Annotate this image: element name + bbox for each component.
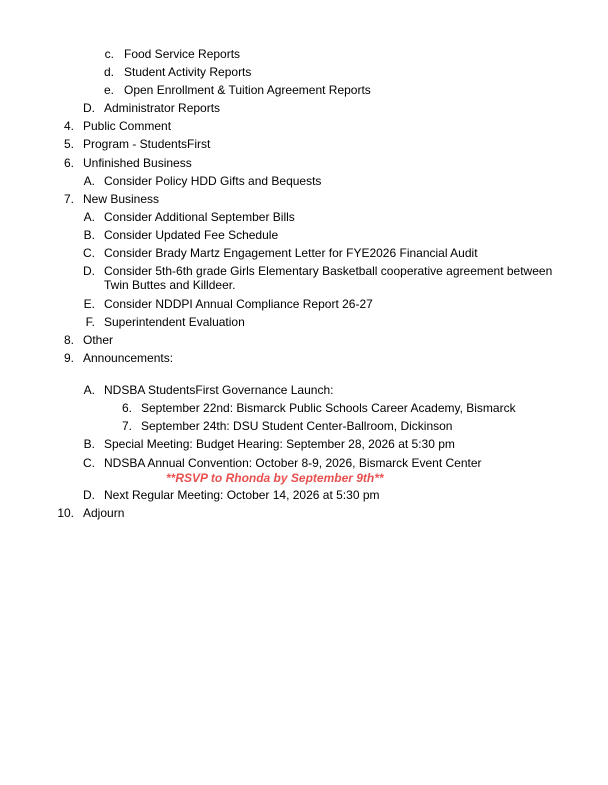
- item-marker: 6.: [121, 401, 132, 415]
- item-text: Student Activity Reports: [124, 65, 252, 79]
- item-marker: 9.: [63, 351, 74, 365]
- item-marker: E.: [83, 297, 95, 311]
- item-text: Consider Policy HDD Gifts and Bequests: [104, 174, 322, 188]
- item-marker: e.: [103, 83, 114, 97]
- item-marker: D.: [83, 101, 95, 115]
- item-text: Food Service Reports: [124, 47, 241, 61]
- item-marker: 7.: [63, 192, 74, 206]
- item-text: Consider Brady Martz Engagement Letter for FYE2026 Financial Audit: [104, 246, 478, 260]
- item-marker: A.: [83, 210, 95, 224]
- item-marker: 6.: [63, 156, 74, 170]
- item-text: Program - StudentsFirst: [83, 137, 211, 151]
- item-marker: D.: [83, 488, 95, 502]
- item-marker: 5.: [63, 137, 74, 151]
- item-marker: 8.: [63, 333, 74, 347]
- item-marker: A.: [83, 383, 95, 397]
- item-marker: C.: [83, 456, 95, 470]
- item-marker: B.: [83, 437, 95, 451]
- item-text: NDSBA StudentsFirst Governance Launch:: [104, 383, 334, 397]
- item-marker: A.: [83, 174, 95, 188]
- item-marker: C.: [83, 246, 95, 260]
- item-text: Unfinished Business: [83, 156, 192, 170]
- item-marker: 4.: [63, 119, 74, 133]
- item-text: Administrator Reports: [104, 101, 221, 115]
- item-marker: F.: [85, 315, 95, 329]
- rsvp-note: **RSVP to Rhonda by September 9th**: [166, 471, 384, 485]
- item-text: Adjourn: [83, 506, 125, 520]
- item-text: Announcements:: [83, 351, 174, 365]
- item-marker: B.: [83, 228, 95, 242]
- item-text: Next Regular Meeting: October 14, 2026 at 5:30 pm: [104, 488, 380, 502]
- item-marker: c.: [104, 47, 114, 61]
- item-marker: d.: [103, 65, 114, 79]
- item-marker: 10.: [57, 506, 74, 520]
- item-text: September 22nd: Bismarck Public Schools Career Academy, Bismarck: [141, 401, 516, 415]
- item-text: Consider NDDPI Annual Compliance Report 26-27: [104, 297, 373, 311]
- item-text: Consider 5th-6th grade Girls Elementary Basketball cooperative agreement between Twin Buttes and Killdeer.: [104, 264, 553, 292]
- item-marker: 7.: [121, 419, 132, 433]
- item-text: Superintendent Evaluation: [104, 315, 245, 329]
- item-text: Open Enrollment & Tuition Agreement Reports: [124, 83, 371, 97]
- item-text: Consider Updated Fee Schedule: [104, 228, 279, 242]
- item-text: Other: [83, 333, 114, 347]
- item-text: New Business: [83, 192, 160, 206]
- item-text: Special Meeting: Budget Hearing: September 28, 2026 at 5:30 pm: [104, 437, 455, 451]
- item-text: Public Comment: [83, 119, 172, 133]
- item-text: Consider Additional September Bills: [104, 210, 295, 224]
- item-text: NDSBA Annual Convention: October 8-9, 2026, Bismarck Event Center: [104, 456, 482, 470]
- item-text: September 24th: DSU Student Center-Ballroom, Dickinson: [141, 419, 453, 433]
- item-marker: D.: [83, 264, 95, 278]
